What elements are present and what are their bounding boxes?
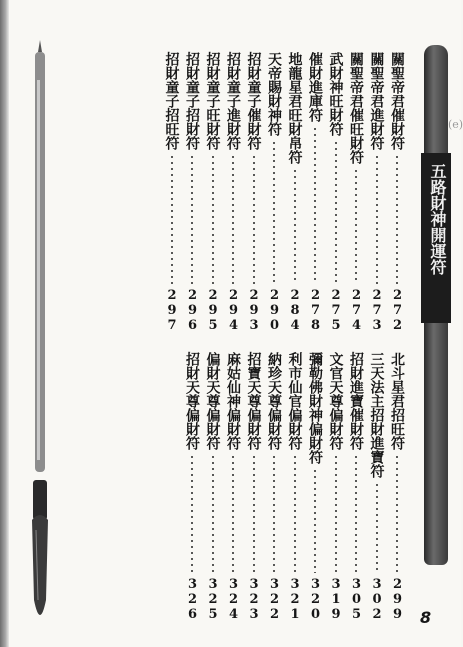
toc-entry-page: 284 bbox=[287, 288, 303, 333]
toc-leader-dots bbox=[396, 454, 398, 573]
toc-entry bbox=[204, 52, 222, 333]
toc-entry-title: 納珍天尊偏財符 bbox=[266, 352, 282, 450]
toc-entry bbox=[245, 52, 263, 333]
toc-entry-page: 294 bbox=[226, 288, 241, 333]
toc-entry-page: 319 bbox=[328, 577, 344, 622]
toc-leader-dots bbox=[355, 168, 357, 284]
toc-leader-dots bbox=[314, 126, 316, 284]
toc-entry-title: 利市仙官偏財符 bbox=[286, 352, 303, 450]
toc-entry-title: 三天法主招財進寶符 bbox=[368, 352, 385, 478]
toc-leader-dots bbox=[335, 454, 337, 573]
toc-leader-dots bbox=[171, 154, 173, 284]
toc-entry-page: 297 bbox=[164, 288, 180, 333]
toc-entry-title: 關聖帝君催旺財符 bbox=[348, 52, 364, 164]
toc-leader-dots bbox=[273, 140, 275, 284]
toc-entry-page: 272 bbox=[390, 288, 405, 333]
toc-leader-dots bbox=[212, 454, 214, 573]
toc-entry-title: 武財神旺財符 bbox=[327, 52, 344, 136]
toc-entry-page: 290 bbox=[267, 288, 282, 333]
toc-entry-title: 招財童子催財符 bbox=[245, 52, 262, 150]
toc-entry-title: 招財童子招財符 bbox=[184, 52, 200, 150]
toc-entry-title: 招財進寶催財符 bbox=[348, 352, 364, 450]
toc-entry-title: 招寶天尊偏財符 bbox=[245, 352, 262, 450]
page-number: 8 bbox=[420, 608, 432, 627]
toc-entry-title: 北斗星君招旺符 bbox=[389, 352, 405, 450]
toc-entry bbox=[388, 52, 406, 333]
toc-leader-dots bbox=[212, 154, 214, 284]
toc-entry-title: 招財童子進財符 bbox=[225, 52, 241, 150]
toc-entry-page: 323 bbox=[246, 577, 262, 622]
toc-entry-page: 305 bbox=[349, 577, 364, 622]
toc-entry bbox=[327, 352, 345, 622]
toc-entry bbox=[388, 352, 406, 622]
toc-entry-title: 彌勒佛財神偏財符 bbox=[307, 352, 323, 464]
toc-entry-title: 招財童子招旺符 bbox=[163, 52, 180, 150]
toc-entry-page: 302 bbox=[369, 577, 385, 622]
toc-entry bbox=[245, 352, 263, 622]
toc-entry bbox=[265, 352, 283, 622]
toc-entry-page: 273 bbox=[369, 288, 385, 333]
running-title: 五路財神開運符 bbox=[428, 163, 447, 275]
toc-entry bbox=[286, 52, 304, 333]
toc-entry bbox=[306, 52, 324, 333]
toc-leader-dots bbox=[253, 454, 255, 573]
margin-mark: (e) bbox=[448, 118, 463, 131]
toc-leader-dots bbox=[355, 454, 357, 573]
toc-entry bbox=[204, 352, 222, 622]
toc-entry-title: 招財天尊偏財符 bbox=[184, 352, 200, 450]
toc-entry bbox=[368, 352, 386, 622]
toc-entry-page: 326 bbox=[185, 577, 200, 622]
toc-entry bbox=[224, 52, 242, 333]
toc-entry bbox=[265, 52, 283, 333]
toc-leader-dots bbox=[314, 468, 316, 573]
toc-entry bbox=[327, 52, 345, 333]
toc-entry bbox=[306, 352, 324, 622]
toc-entry-page: 296 bbox=[185, 288, 200, 333]
toc-entry bbox=[286, 352, 304, 622]
toc-entry-title: 招財童子旺財符 bbox=[204, 52, 221, 150]
toc-leader-dots bbox=[273, 454, 275, 573]
toc-entry bbox=[183, 352, 201, 622]
toc-entry bbox=[347, 52, 365, 333]
toc-leader-dots bbox=[396, 154, 398, 284]
toc-leader-dots bbox=[232, 154, 234, 284]
toc-entry bbox=[347, 352, 365, 622]
toc-entry-page: 275 bbox=[328, 288, 344, 333]
toc-entry-page: 295 bbox=[205, 288, 221, 333]
toc-entry-page: 293 bbox=[246, 288, 262, 333]
toc-leader-dots bbox=[335, 140, 337, 284]
toc-leader-dots bbox=[253, 154, 255, 284]
toc-entry-page: 278 bbox=[308, 288, 323, 333]
toc-entry bbox=[368, 52, 386, 333]
toc-leader-dots bbox=[376, 154, 378, 284]
toc-leader-dots bbox=[191, 454, 193, 573]
toc-entry-page: 320 bbox=[308, 577, 323, 622]
toc-entry bbox=[224, 352, 242, 622]
toc-entry-title: 地龍星君旺財帛符 bbox=[286, 52, 303, 164]
toc-entry-title: 關聖帝君進財符 bbox=[368, 52, 385, 150]
toc-leader-dots bbox=[191, 154, 193, 284]
toc-leader-dots bbox=[294, 168, 296, 284]
toc-entry-title: 關聖帝君催財符 bbox=[389, 52, 405, 150]
toc-entry-page: 274 bbox=[349, 288, 364, 333]
toc-entry-title: 天帝賜財神符 bbox=[266, 52, 282, 136]
toc-leader-dots bbox=[232, 454, 234, 573]
toc-entry-page: 324 bbox=[226, 577, 241, 622]
toc-entry-page: 325 bbox=[205, 577, 221, 622]
toc-entry-page: 321 bbox=[287, 577, 303, 622]
toc-entry bbox=[183, 52, 201, 333]
toc-entry bbox=[163, 52, 181, 333]
toc-leader-dots bbox=[376, 482, 378, 573]
toc-leader-dots bbox=[294, 454, 296, 573]
toc-entry-title: 催財進庫符 bbox=[307, 52, 323, 122]
toc-entry-page: 322 bbox=[267, 577, 282, 622]
toc-entry-title: 偏財天尊偏財符 bbox=[204, 352, 221, 450]
toc-entry-page: 299 bbox=[390, 577, 405, 622]
toc-entry-title: 文官天尊偏財符 bbox=[327, 352, 344, 450]
toc-entry-title: 麻姑仙神偏財符 bbox=[225, 352, 241, 450]
